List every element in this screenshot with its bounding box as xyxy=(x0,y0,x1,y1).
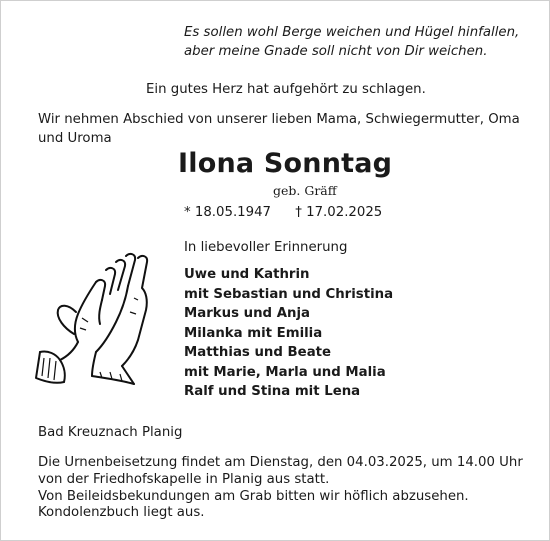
place-text: Bad Kreuznach Planig xyxy=(38,425,183,440)
bible-quote xyxy=(184,23,534,61)
intro-text: Ein gutes Herz hat aufgehört zu schlagen. xyxy=(146,82,426,97)
quote-line-2: aber meine Gnade soll nicht von Dir weichen. xyxy=(184,44,488,59)
family-line: Markus und Anja xyxy=(184,306,310,321)
death-date: † 17.02.2025 xyxy=(295,205,383,220)
family-line: Ralf und Stina mit Lena xyxy=(184,384,361,399)
maiden-name: geb. Gräff xyxy=(273,183,337,198)
farewell-text: Wir nehmen Abschied von unserer lieben Mama, Schwiegermutter, Oma und Uroma xyxy=(38,112,520,146)
family-line: Uwe und Kathrin xyxy=(184,267,310,282)
family-line: Milanka mit Emilia xyxy=(184,325,323,341)
funeral-notice xyxy=(38,455,538,522)
life-dates xyxy=(184,205,382,220)
birth-date: * 18.05.1947 xyxy=(184,205,272,220)
family-line: Matthias und Beate xyxy=(184,345,332,360)
notice-line: Kondolenzbuch liegt aus. xyxy=(38,505,205,521)
family-list xyxy=(184,265,393,402)
family-line: mit Sebastian und Christina xyxy=(184,286,394,302)
notice-line: Die Urnenbeisetzung findet am Dienstag, den 04.03.2025, um 14.00 Uhr xyxy=(38,455,523,470)
notice-line: von der Friedhofskapelle in Planig aus statt. xyxy=(38,471,330,487)
family-line: mit Marie, Marla und Malia xyxy=(184,364,386,380)
notice-line: Von Beileidsbekundungen am Grab bitten wir höflich abzusehen. xyxy=(38,488,469,504)
quote-line-1: Es sollen wohl Berge weichen und Hügel hinfallen, xyxy=(184,25,520,40)
praying-hands-icon xyxy=(30,248,165,388)
deceased-name: Ilona Sonntag xyxy=(178,148,393,179)
memory-label: In liebevoller Erinnerung xyxy=(184,240,348,255)
